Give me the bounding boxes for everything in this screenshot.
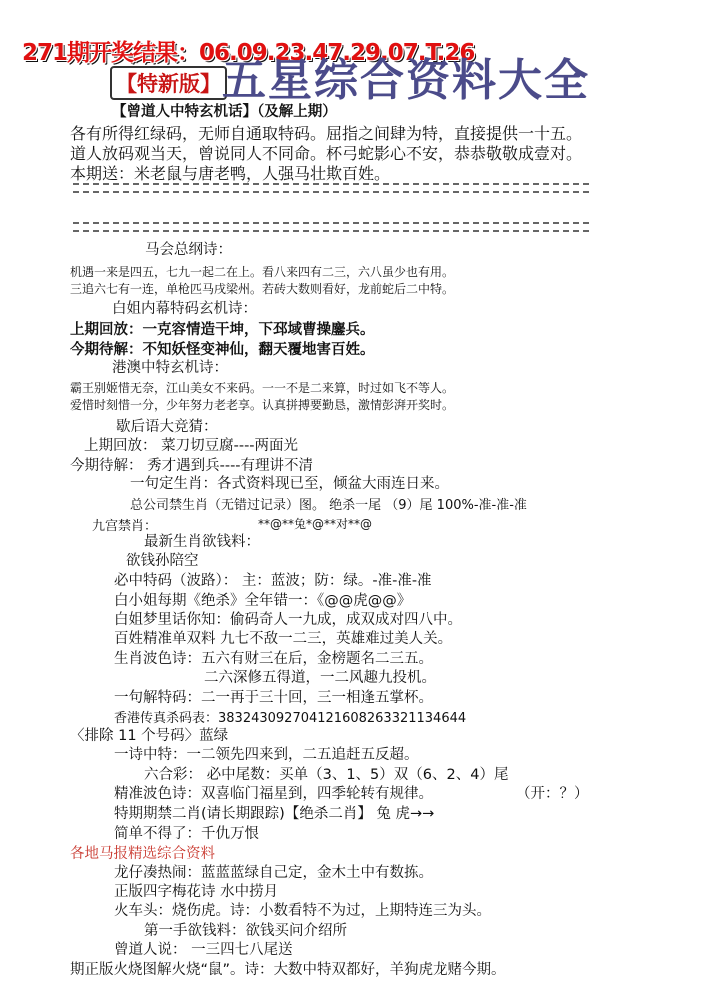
section-heading-xiehouyu: 歇后语大竞猜： — [116, 419, 218, 435]
page-title: 五星综合资料大全 — [222, 55, 590, 106]
money-riddle: 欲钱孙陪空 — [126, 553, 199, 569]
poem-line: 霸王别姬惜无奈，江山美女不来码。一一不是二来算，时过如飞不等人。 — [70, 381, 455, 395]
dragon-poem: 龙仔凑热闹：蓝蓝蓝绿自己定，金木土中有数拣。 — [114, 865, 433, 881]
riddle-line: 各有所得红绿码，无师自通取特码。屈指之间肆为特，直接提供一十五。 — [70, 124, 583, 143]
fire-picture-poem: 期正版火烧图解火烧“鼠”。诗：大数中特双都好，羊狗虎龙赌今期。 — [70, 962, 506, 978]
draw-result-banner: 271期开奖结果：06.09.23.47.29.07.T.26 — [22, 40, 475, 66]
wave-prediction: 必中特码（波路）： 主：蓝波；防：绿。-准-准-准 — [114, 573, 432, 589]
zodiac-wave-poem: 生肖波色诗：五六有财三在后，金榜题名二三五。 — [114, 651, 433, 667]
zengdao-tail: 曾道人说： 一三四七八尾送 — [114, 942, 293, 958]
current-riddle: 今期待解：不知妖怪变神仙，翻天覆地害百姓。 — [70, 342, 375, 358]
first-hand-money: 第一手欲钱料：欲钱买问介绍所 — [144, 923, 347, 939]
section-heading-gedi: 各地马报精选综合资料 — [70, 846, 215, 862]
zodiac-hint: 一句定生肖：各式资料现已至，倾盆大雨连日来。 — [130, 476, 449, 492]
poem-line: 爱惜时刻惜一分，少年努力老老享。认真拼搏要勤恳，激情彭湃开奖时。 — [70, 398, 455, 412]
precise-wave-poem: 精准波色诗：双喜临门福星到，四季轮转有规律。 — [114, 786, 433, 802]
hk-kill-table: 香港传真杀码表：383243092704121608263321134644 — [114, 711, 467, 726]
dream-poem: 白姐梦里话你知：偷码奇人一九成，成双成对四八中。 — [114, 612, 462, 628]
section-heading-zuixin: 最新生肖欲钱料： — [144, 534, 260, 550]
current-riddle: 今期待解： 秀才遇到兵----有理讲不清 — [70, 458, 314, 474]
plum-poem: 正版四字梅花诗 水中捞月 — [114, 884, 279, 900]
poem-line: 机遇一来是四五，七九一起二在上。看八来四有二三，六八虽少也有用。 — [70, 265, 455, 279]
section-heading-baijie: 白姐内幕特码玄机诗： — [112, 301, 257, 317]
poem-line: 三追六七有一连，单枪匹马戌梁州。若砖大数则看好，龙前蛇后二中特。 — [70, 282, 455, 296]
special-poem: 一诗中特：一二领先四来到，二五追赶五反超。 — [114, 747, 419, 763]
train-head-poem: 火车头：烧伤虎。诗：小数看特不为过，上期特连三为头。 — [114, 903, 491, 919]
special-edition-badge: 【特新版】 — [110, 66, 227, 100]
section-heading-gangao: 港澳中特玄机诗： — [112, 360, 228, 376]
open-result: （开：？） — [516, 786, 589, 802]
previous-answer: 上期回放： 菜刀切豆腐----两面光 — [84, 438, 299, 454]
odd-even-poem: 百姓精准单双料 九七不敌一二三，英雄难过美人关。 — [114, 631, 453, 647]
section-heading-mahui: 马会总纲诗： — [145, 242, 232, 258]
simple-hint: 简单不得了：千仇万恨 — [114, 826, 259, 842]
riddle-line: 道人放码观当天，曾说同人不同命。杯弓蛇影心不安，恭恭敬敬成壹对。 — [70, 144, 583, 163]
divider — [73, 183, 589, 193]
banned-two-zodiac: 特期期禁二肖(请长期跟踪)【绝杀二肖】 兔 虎→→ — [114, 806, 435, 822]
previous-answer: 上期回放：一克容情造干坤，下邳域曹操鏖兵。 — [70, 322, 375, 338]
forbidden-zodiac: 总公司禁生肖（无错过记录）图。 绝杀一尾 （9）尾 100%-准-准-准 — [130, 498, 527, 513]
kill-zodiac: 白小姐每期《绝杀》全年错一：《@@虎@@》 — [114, 593, 412, 609]
section-heading-zengdao: 【曾道人中特玄机话】（及解上期） — [112, 104, 337, 120]
zodiac-wave-poem: 二六深修五得道，一二风趣九投机。 — [204, 670, 436, 686]
nine-palace-value: **@**兔*@**对**@ — [258, 517, 373, 531]
exclude-numbers: 〈排除 11 个号码〉蓝绿 — [70, 728, 229, 744]
divider — [73, 222, 589, 232]
tail-numbers: 六合彩： 必中尾数：买单（3、1、5）双（6、2、4）尾 — [144, 767, 509, 783]
riddle-line: 本期送：米老鼠与唐老鸭，人强马壮欺百姓。 — [70, 164, 391, 183]
one-line-special: 一句解特码：二一再于三十回，三一相逢五掌杯。 — [114, 690, 433, 706]
nine-palace-label: 九宫禁肖： — [92, 519, 158, 534]
